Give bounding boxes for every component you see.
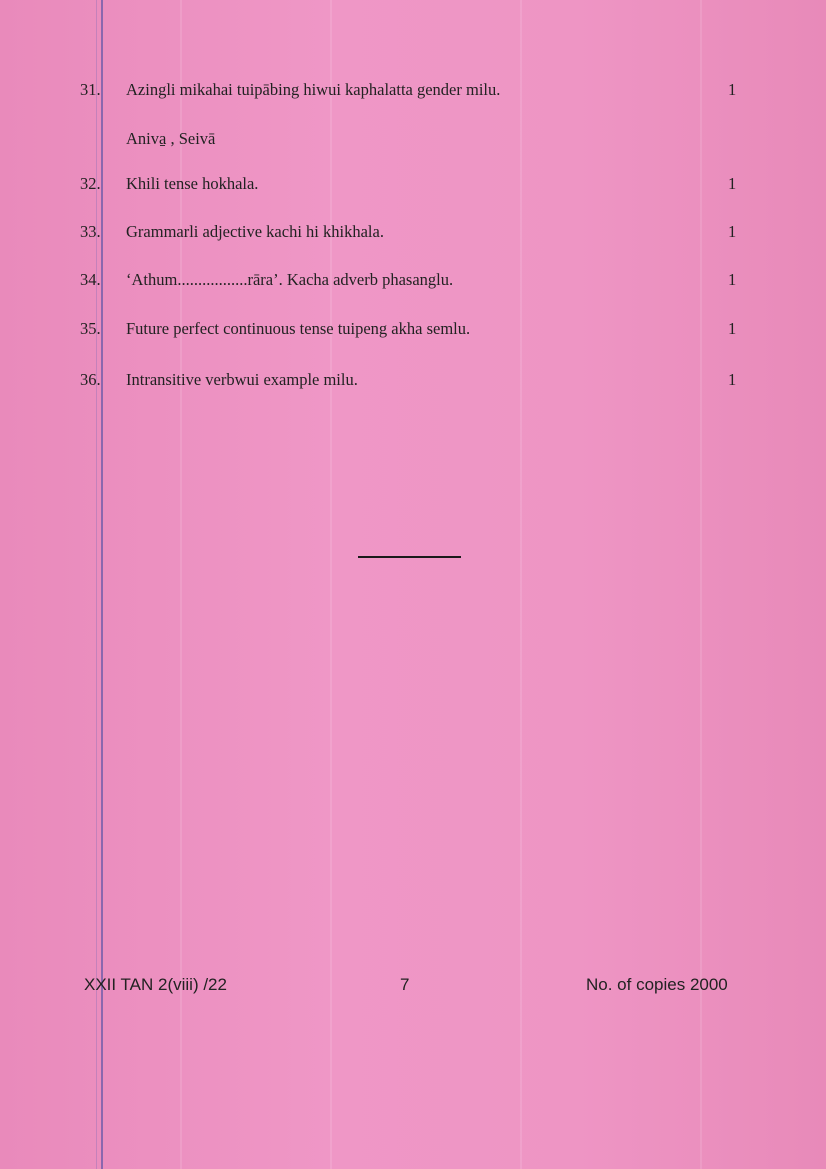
question-32: [0, 172, 826, 196]
question-number: 35.: [80, 319, 101, 338]
paper-code: XXII TAN 2(viii) /22: [84, 975, 227, 994]
question-number: 32.: [80, 174, 101, 193]
question-text: Grammarli adjective kachi hi khikhala.: [126, 222, 384, 241]
end-rule: [358, 556, 461, 558]
question-34: [0, 268, 826, 292]
question-text: Future perfect continuous tense tuipeng akha semlu.: [126, 319, 471, 338]
question-text: ‘Athum.................rāra’. Kacha adverb phasanglu.: [126, 270, 454, 289]
page-number: 7: [400, 975, 410, 994]
question-mark: 1: [728, 222, 737, 241]
question-text: Azingli mikahai tuipābing hiwui kaphalatta gender milu.: [126, 80, 501, 99]
question-mark: 1: [728, 270, 737, 289]
question-number: 33.: [80, 222, 101, 241]
question-mark: 1: [728, 319, 737, 338]
question-mark: 1: [728, 174, 737, 193]
question-number: 34.: [80, 270, 101, 289]
question-36: [0, 368, 826, 392]
question-33: [0, 220, 826, 244]
question-text: Intransitive verbwui example milu.: [126, 370, 358, 389]
question-number: 36.: [80, 370, 101, 389]
question-mark: 1: [728, 80, 737, 99]
question-mark: 1: [728, 370, 737, 389]
question-text: Khili tense hokhala.: [126, 174, 259, 193]
question-31: [0, 78, 826, 102]
question-35: [0, 317, 826, 341]
question-number: 31.: [80, 80, 101, 99]
copies-count: No. of copies 2000: [586, 975, 728, 994]
question-31-options: Aniva̱ , Seivā: [126, 129, 216, 148]
